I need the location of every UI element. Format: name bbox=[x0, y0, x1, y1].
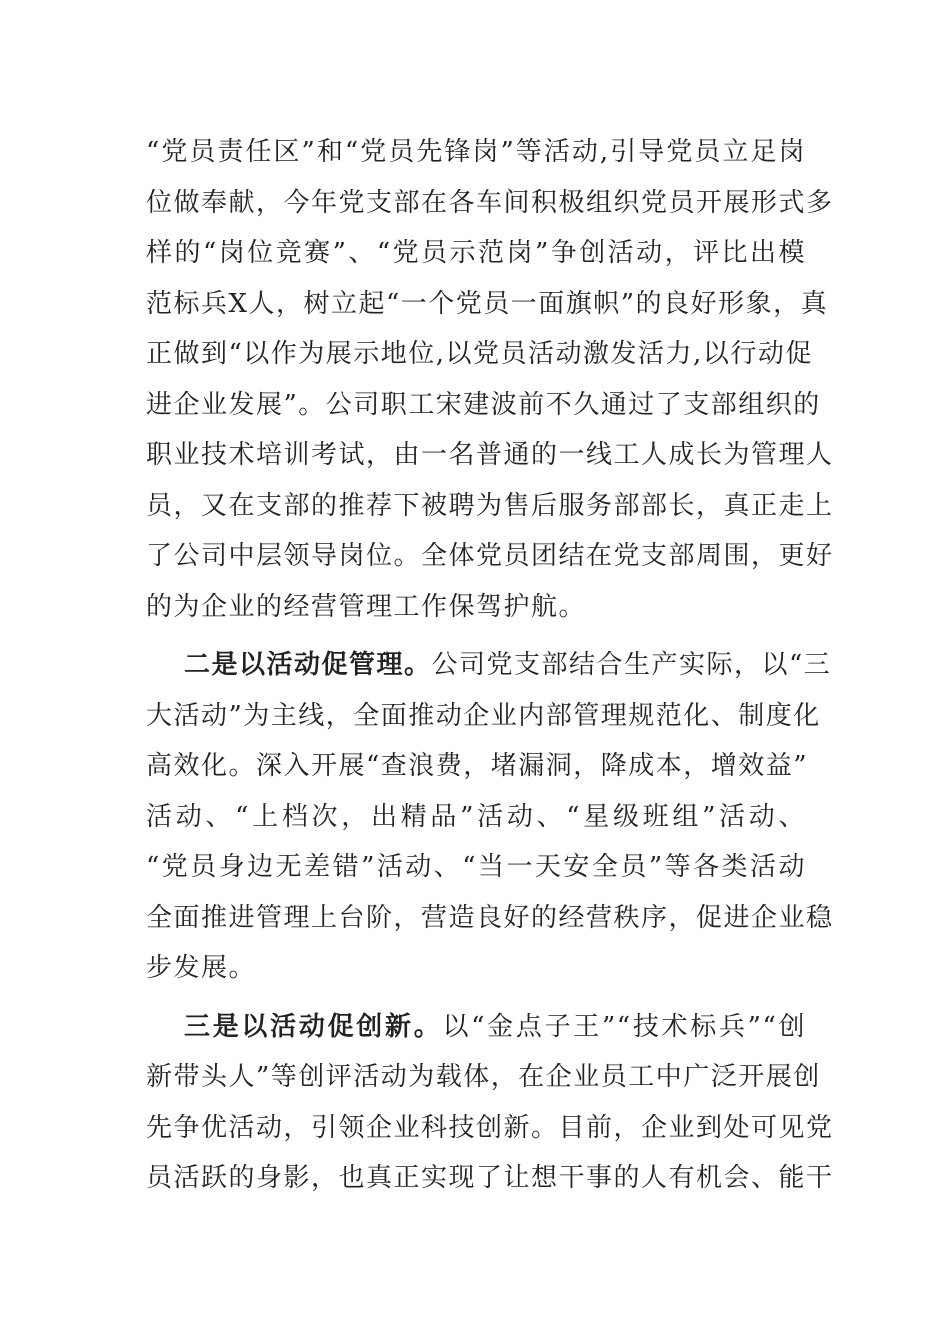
text-line: 范标兵X人，树立起“一个党员一面旗帜”的良好形象，真 bbox=[146, 288, 829, 319]
text-line bbox=[146, 640, 832, 691]
paragraph-lead-heading: 三是以活动促创新。 bbox=[184, 1011, 443, 1042]
text-line: 全面推进管理上台阶，营造良好的经营秩序，促进企业稳 bbox=[146, 902, 834, 933]
paragraph-first-line-text: 公司党支部结合生产实际，以“三 bbox=[431, 650, 832, 680]
text-line bbox=[146, 1002, 806, 1053]
text-line: 的为企业的经营管理工作保驾护航。 bbox=[146, 591, 587, 622]
paragraph-1 bbox=[146, 127, 834, 632]
text-line: 位做奉献，今年党支部在各车间积极组织党员开展形式多 bbox=[146, 187, 834, 218]
text-line: 高效化。深入开展“查浪费，堵漏洞，降成本，增效益” bbox=[146, 751, 809, 781]
text-line: 大活动”为主线，全面推动企业内部管理规范化、制度化 bbox=[146, 700, 821, 731]
text-line: 员活跃的身影，也真正实现了让想干事的人有机会、能干 bbox=[146, 1163, 834, 1193]
text-line: 先争优活动，引领企业科技创新。目前，企业到处可见党 bbox=[146, 1112, 834, 1143]
text-line: 样的“岗位竞赛”、“党员示范岗”争创活动，评比出模 bbox=[146, 238, 806, 268]
text-line: 了公司中层领导岗位。全体党员团结在党支部周围，更好 bbox=[146, 541, 834, 571]
text-line: 正做到“以作为展示地位,以党员活动激发活力,以行动促 bbox=[146, 339, 813, 369]
text-line: 步发展。 bbox=[146, 953, 257, 983]
text-line: 活动、“上档次，出精品”活动、“星级班组”活动、 bbox=[146, 801, 806, 832]
text-line: “党员身边无差错”活动、“当一天安全员”等各类活动 bbox=[146, 852, 806, 882]
document-body bbox=[146, 127, 834, 1204]
paragraph-3 bbox=[146, 1002, 834, 1204]
text-line: “党员责任区”和“党员先锋岗”等活动,引导党员立足岗 bbox=[146, 137, 806, 167]
text-line: 新带头人”等创评活动为载体，在企业员工中广泛开展创 bbox=[146, 1062, 821, 1092]
paragraph-lead-heading: 二是以活动促管理。 bbox=[184, 650, 432, 680]
text-line: 进企业发展”。公司职工宋建波前不久通过了支部组织的 bbox=[146, 389, 821, 420]
text-line: 员，又在支部的推荐下被聘为售后服务部部长，真正走上 bbox=[146, 490, 834, 521]
paragraph-2 bbox=[146, 640, 834, 994]
text-line: 职业技术培训考试，由一名普通的一线工人成长为管理人 bbox=[146, 440, 834, 470]
paragraph-first-line-text: 以“金点子王”“技术标兵”“创 bbox=[442, 1011, 806, 1042]
